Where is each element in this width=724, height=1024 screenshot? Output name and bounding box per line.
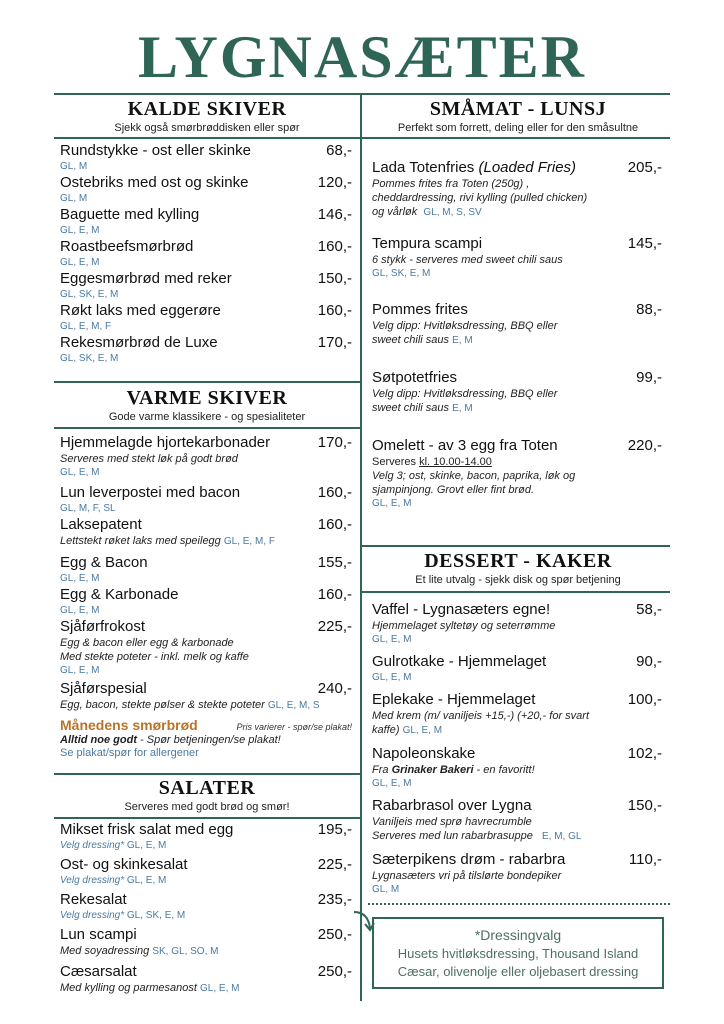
section-title: SMÅMAT - LUNSJ xyxy=(429,98,607,120)
item-name: Egg & Bacon xyxy=(60,554,148,571)
desc-text: Velg dressing* xyxy=(60,875,125,886)
item-description: Lygnasæters vri på tilslørte bondepiker xyxy=(372,870,562,882)
section-varme-header xyxy=(54,386,360,424)
menu-item xyxy=(54,237,360,269)
item-description xyxy=(60,698,352,713)
section-dessert-header xyxy=(366,549,670,587)
desc-text: Med kylling og parmesanost xyxy=(60,982,197,994)
desc-text: Lettstekt røket laks med speilegg xyxy=(60,535,221,547)
item-name: Ostebriks med ost og skinke xyxy=(60,174,249,191)
item-price: 145,- xyxy=(627,235,662,252)
monthly-special xyxy=(54,717,360,760)
item-name: Lun scampi xyxy=(60,926,137,943)
item-price: 205,- xyxy=(627,159,662,176)
menu-item xyxy=(54,333,360,365)
item-allergens: GL, M, F, SL xyxy=(60,503,116,514)
menu-item xyxy=(54,205,360,237)
desc-text: - en favoritt! xyxy=(473,764,535,776)
menu-item xyxy=(54,433,360,479)
serving-hours: kl. 10.00-14.00 xyxy=(419,456,492,468)
item-allergens: GL, E, M xyxy=(372,498,412,509)
item-price: 195,- xyxy=(317,821,352,838)
name-italic: (Loaded Fries) xyxy=(478,159,577,176)
item-price: 150,- xyxy=(317,270,352,287)
item-allergens: GL, M, S, SV xyxy=(423,207,482,218)
section-rule xyxy=(54,137,360,139)
item-allergens: GL, E, M xyxy=(372,634,412,645)
section-subtitle: Sjekk også smørbrøddisken eller spør xyxy=(114,122,300,134)
item-description xyxy=(372,205,662,220)
item-name: Baguette med kylling xyxy=(60,206,200,223)
item-allergens: GL, SK, E, M xyxy=(60,353,119,364)
item-allergens: GL, E, M xyxy=(60,665,100,676)
item-description xyxy=(60,534,352,549)
item-name: Rabarbrasol over Lygna xyxy=(372,797,532,814)
item-allergens: SK, GL, SO, M xyxy=(152,946,219,957)
menu-item xyxy=(54,585,360,617)
item-price: 160,- xyxy=(317,484,352,501)
desc-text: Serveres xyxy=(372,456,420,468)
item-allergens: GL, E, M, F xyxy=(60,321,112,332)
item-name: Sæterpikens drøm - rabarbra xyxy=(372,851,566,868)
section-title: KALDE SKIVER xyxy=(127,98,287,120)
item-allergens: GL, M xyxy=(60,161,88,172)
item-price: 155,- xyxy=(317,554,352,571)
salater-list xyxy=(54,820,360,996)
item-description: Serveres med stekt løk på godt brød xyxy=(60,453,238,465)
item-description xyxy=(60,839,352,852)
item-description: 6 stykk - serveres med sweet chili saus xyxy=(372,254,563,266)
desc-text: Med soyadressing xyxy=(60,945,150,957)
menu-item xyxy=(366,436,670,510)
item-name: Gulrotkake - Hjemmelaget xyxy=(372,653,547,670)
item-description: Pommes frites fra Toten (250g) , xyxy=(372,178,530,190)
item-name: Sjåførspesial xyxy=(60,680,147,697)
item-price: 225,- xyxy=(317,856,352,873)
item-name: Rekesmørbrød de Luxe xyxy=(60,334,218,351)
menu-item xyxy=(54,820,360,852)
desc-text: Serveres med lun rabarbrasuppe xyxy=(372,830,533,842)
item-name: Søtpotetfries xyxy=(372,369,458,386)
item-allergens: GL, E, M xyxy=(372,672,412,683)
item-description: Egg & bacon eller egg & karbonade xyxy=(60,637,234,649)
item-price: 68,- xyxy=(326,142,352,159)
desc-text: kaffe) xyxy=(372,724,400,736)
bakery-name: Grinaker Bakeri xyxy=(391,764,474,776)
item-allergens: GL, E, M xyxy=(60,257,100,268)
item-description xyxy=(372,723,662,738)
item-price: 58,- xyxy=(636,601,662,618)
section-kalde-header xyxy=(54,97,360,135)
item-name: Mikset frisk salat med egg xyxy=(60,821,234,838)
item-allergens: GL, E, M xyxy=(60,467,100,478)
item-allergens: GL, E, M xyxy=(402,725,443,736)
dressing-line: Husets hvitløksdressing, Thousand Island xyxy=(397,946,639,961)
center-divider xyxy=(360,93,362,1001)
item-name: Vaffel - Lygnasæters egne! xyxy=(372,601,551,618)
item-name xyxy=(372,158,576,177)
item-description xyxy=(372,455,662,469)
item-name: Cæsarsalat xyxy=(60,963,137,980)
smaamat-list xyxy=(366,158,670,510)
menu-item xyxy=(366,652,670,684)
item-allergens: GL, E, M, F xyxy=(223,536,275,547)
desc-text: Egg, bacon, stekte pølser & stekte poteter xyxy=(60,699,265,711)
item-description: sjampinjong. Grovt eller fint brød. xyxy=(372,484,535,496)
dessert-list xyxy=(366,600,670,896)
section-title: VARME SKIVER xyxy=(126,387,288,409)
menu-item xyxy=(366,744,670,790)
menu-item xyxy=(54,855,360,887)
dotted-divider xyxy=(368,903,670,905)
item-allergens: GL, E, M xyxy=(60,573,100,584)
menu-item xyxy=(54,890,360,922)
dressing-options-box xyxy=(372,917,664,989)
item-description: Velg dipp: Hvitløksdressing, BBQ eller xyxy=(372,388,558,400)
menu-item xyxy=(54,483,360,515)
monthly-allergen-note: Se plakat/spør for allergener xyxy=(60,747,199,759)
item-price: 90,- xyxy=(636,653,662,670)
item-allergens: GL, M xyxy=(372,884,400,895)
item-allergens: GL, M xyxy=(60,193,88,204)
desc-text: og vårløk xyxy=(372,206,418,218)
menu-item xyxy=(54,962,360,996)
monthly-name: Månedens smørbrød xyxy=(60,717,198,733)
menu-item xyxy=(54,301,360,333)
item-description xyxy=(372,333,662,348)
desc-text: sweet chili saus xyxy=(372,402,450,414)
item-description xyxy=(60,909,352,922)
item-price: 250,- xyxy=(317,926,352,943)
monthly-bold: Alltid noe godt xyxy=(60,734,137,746)
menu-item xyxy=(54,515,360,549)
section-rule xyxy=(54,381,360,383)
menu-item xyxy=(366,690,670,738)
item-price: 160,- xyxy=(317,302,352,319)
item-description: Vaniljeis med sprø havrecrumble xyxy=(372,816,532,828)
item-name: Pommes frites xyxy=(372,301,468,318)
item-price: 99,- xyxy=(636,369,662,386)
item-name: Laksepatent xyxy=(60,516,142,533)
item-description xyxy=(372,401,662,416)
menu-item xyxy=(54,141,360,173)
menu-item xyxy=(54,269,360,301)
section-title: DESSERT - KAKER xyxy=(424,550,612,572)
item-allergens: GL, E, M xyxy=(200,983,240,994)
item-allergens: E, M xyxy=(452,335,473,346)
item-price: 160,- xyxy=(317,516,352,533)
item-allergens: GL, E, M xyxy=(60,225,100,236)
item-description: Med stekte poteter - inkl. melk og kaffe xyxy=(60,651,249,663)
item-allergens: GL, E, M xyxy=(126,875,167,886)
item-price: 146,- xyxy=(317,206,352,223)
item-name: Tempura scampi xyxy=(372,235,483,252)
menu-item xyxy=(366,300,670,348)
item-description: Velg 3; ost, skinke, bacon, paprika, løk og xyxy=(372,470,576,482)
item-allergens: GL, SK, E, M xyxy=(60,289,119,300)
menu-item xyxy=(54,173,360,205)
item-price: 100,- xyxy=(627,691,662,708)
item-name: Lun leverpostei med bacon xyxy=(60,484,241,501)
item-price: 250,- xyxy=(317,963,352,980)
menu-item xyxy=(366,158,670,220)
section-subtitle: Perfekt som forrett, deling eller for den småsultne xyxy=(397,122,639,134)
item-name: Ost- og skinkesalat xyxy=(60,856,188,873)
item-price: 170,- xyxy=(317,334,352,351)
item-allergens: GL, SK, E, M xyxy=(372,268,431,279)
menu-item xyxy=(54,553,360,585)
desc-text: sweet chili saus xyxy=(372,334,450,346)
monthly-price-note: Pris varierer - spør/se plakat! xyxy=(236,722,352,732)
item-name: Napoleonskake xyxy=(372,745,476,762)
menu-item xyxy=(54,925,360,959)
item-description xyxy=(60,981,352,996)
menu-item xyxy=(366,600,670,646)
item-description: Hjemmelaget syltetøy og seterrømme xyxy=(372,620,556,632)
item-price: 120,- xyxy=(317,174,352,191)
section-rule xyxy=(362,591,670,593)
top-rule xyxy=(54,93,670,95)
item-name: Omelett - av 3 egg fra Toten xyxy=(372,437,558,454)
section-rule xyxy=(54,817,360,819)
item-allergens: GL, SK, E, M xyxy=(126,910,186,921)
item-description xyxy=(372,763,662,777)
monthly-description xyxy=(60,733,352,747)
section-smaamat-header xyxy=(366,97,670,135)
section-salater-header xyxy=(54,776,360,814)
item-name: Egg & Karbonade xyxy=(60,586,179,603)
item-name: Sjåførfrokost xyxy=(60,618,146,635)
item-allergens: GL, E, M xyxy=(60,605,100,616)
item-price: 235,- xyxy=(317,891,352,908)
item-name: Roastbeefsmørbrød xyxy=(60,238,194,255)
item-description: cheddardressing, rivi kylling (pulled chicken) xyxy=(372,192,588,204)
menu-item xyxy=(54,679,360,713)
restaurant-title: LYGNASÆTER xyxy=(138,24,586,90)
item-price: 160,- xyxy=(317,586,352,603)
desc-text: Velg dressing* xyxy=(60,910,125,921)
item-name: Hjemmelagde hjortekarbonader xyxy=(60,434,271,451)
item-allergens: GL, E, M, S xyxy=(267,700,320,711)
menu-item xyxy=(366,368,670,416)
varme-list xyxy=(54,433,360,760)
item-allergens: GL, E, M xyxy=(126,840,167,851)
section-subtitle: Gode varme klassikere - og spesialiteter xyxy=(108,411,306,423)
item-price: 170,- xyxy=(317,434,352,451)
section-rule xyxy=(54,773,360,775)
desc-text: Velg dressing* xyxy=(60,840,125,851)
section-rule xyxy=(362,545,670,547)
dressing-line: Cæsar, olivenolje eller oljebasert dressing xyxy=(397,964,639,979)
section-subtitle: Et lite utvalg - sjekk disk og spør betjening xyxy=(415,574,621,586)
name-text: Lada Totenfries xyxy=(372,159,475,176)
item-price: 225,- xyxy=(317,618,352,635)
section-rule xyxy=(362,137,670,139)
menu-item xyxy=(366,796,670,844)
menu-item xyxy=(366,850,670,896)
item-price: 240,- xyxy=(317,680,352,697)
menu-item xyxy=(366,234,670,280)
menu-item xyxy=(54,617,360,677)
item-price: 102,- xyxy=(627,745,662,762)
item-allergens: E, M xyxy=(452,403,473,414)
dressing-title: *Dressingvalg xyxy=(474,927,562,943)
item-name: Eplekake - Hjemmelaget xyxy=(372,691,536,708)
desc-text: Fra xyxy=(372,764,392,776)
item-description xyxy=(372,829,662,844)
section-subtitle: Serveres med godt brød og smør! xyxy=(124,801,290,813)
item-price: 88,- xyxy=(636,301,662,318)
item-description xyxy=(60,944,352,959)
item-name: Røkt laks med eggerøre xyxy=(60,302,221,319)
section-title: SALATER xyxy=(158,777,256,799)
item-allergens: E, M, GL xyxy=(541,831,582,842)
item-name: Eggesmørbrød med reker xyxy=(60,270,232,287)
item-description xyxy=(60,874,352,887)
item-allergens: GL, E, M xyxy=(372,778,412,789)
item-name: Rekesalat xyxy=(60,891,127,908)
item-description: Velg dipp: Hvitløksdressing, BBQ eller xyxy=(372,320,558,332)
item-description: Med krem (m/ vaniljeis +15,-) (+20,- for svart xyxy=(372,710,590,722)
item-price: 110,- xyxy=(628,851,662,868)
section-rule xyxy=(54,427,360,429)
monthly-rest: - Spør betjeningen/se plakat! xyxy=(136,734,281,746)
item-name: Rundstykke - ost eller skinke xyxy=(60,142,251,159)
item-price: 160,- xyxy=(317,238,352,255)
item-price: 220,- xyxy=(627,437,662,454)
kalde-list xyxy=(54,141,360,365)
item-price: 150,- xyxy=(627,797,662,814)
